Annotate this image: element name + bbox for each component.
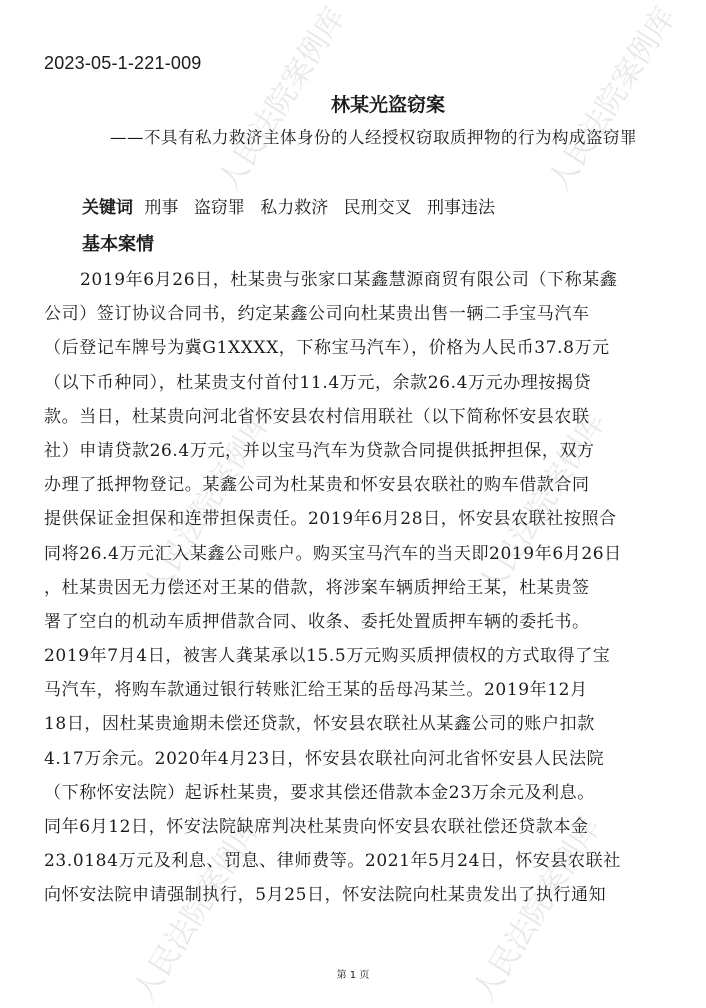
body-line: 同将26.4万元汇入某鑫公司账户。购买宝马汽车的当天即2019年6月26日	[44, 543, 622, 564]
keywords-label: 关键词	[82, 198, 133, 218]
watermark: 人民法院案例库	[211, 1, 353, 198]
body-line: 2019年6月26日，杜某贵与张家口某鑫慧源商贸有限公司（下称某鑫	[80, 270, 618, 290]
keyword: 私力救济	[260, 198, 329, 218]
body-line: 2019年7月4日，被害人龚某承以15.5万元购买质押债权的方式取得了宝	[44, 646, 611, 667]
keyword: 刑事	[144, 198, 179, 218]
body-line: （以下币种同），杜某贵支付首付11.4万元，余款26.4万元办理按揭贷	[44, 372, 592, 393]
body-line: 公司）签订协议合同书，约定某鑫公司向杜某贵出售一辆二手宝马汽车	[44, 304, 590, 325]
body-line: 4.17万余元。2020年4月23日，怀安县农联社向河北省怀安县人民法院	[44, 748, 605, 769]
watermark: 人民法院案例库	[466, 811, 608, 1008]
body-line: 马汽车，将购车款通过银行转账汇给王某的岳母冯某兰。2019年12月	[44, 680, 588, 701]
body-line: 社）申请贷款26.4万元，并以宝马汽车为贷款合同提供抵押担保，双方	[44, 440, 595, 461]
watermark: 人民法院案例库	[471, 406, 613, 603]
body-line: 办理了抵押物登记。某鑫公司为杜某贵和怀安县农联社的购车借款合同	[44, 475, 590, 496]
body-line: 23.0184万元及利息、罚息、律师费等。2021年5月24日，怀安县农联社	[44, 851, 621, 872]
body-line: （后登记车牌号为冀G1XXXX，下称宝马汽车），价格为人民币37.8万元	[44, 338, 610, 359]
body-line: 18日，因杜某贵逾期未偿还贷款，怀安县农联社从某鑫公司的账户扣款	[44, 714, 595, 735]
page-number: 第 1 页	[336, 970, 370, 981]
keyword: 盗窃罪	[193, 198, 245, 218]
case-body	[44, 263, 684, 913]
body-line: （下称怀安法院）起诉杜某贵，要求其偿还借款本金23万余元及利息。	[44, 782, 595, 803]
watermark: 人民法院案例库	[126, 811, 268, 1008]
body-line: 提供保证金担保和连带担保责任。2019年6月28日，怀安县农联社按照合	[44, 509, 617, 530]
section-heading: 基本案情	[82, 234, 154, 255]
page-title: 林某光盗窃案	[330, 94, 445, 116]
body-line: 向怀安法院申请强制执行，5月25日，怀安法院向杜某贵发出了执行通知	[44, 885, 607, 906]
keyword: 民刑交叉	[343, 198, 412, 218]
watermark: 人民法院案例库	[541, 1, 683, 198]
page-subtitle: ——不具有私力救济主体身份的人经授权窃取质押物的行为构成盗窃罪	[110, 128, 637, 147]
body-line: 同年6月12日，怀安法院缺席判决杜某贵向怀安县农联社偿还贷款本金	[44, 817, 589, 837]
body-line: 款。当日，杜某贵向河北省怀安县农村信用联社（以下简称怀安县农联	[44, 406, 590, 427]
keyword: 刑事违法	[427, 198, 496, 218]
watermark: 人民法院案例库	[136, 406, 278, 603]
body-line: ，杜某贵因无力偿还对王某的借款，将涉案车辆质押给王某，杜某贵签	[44, 577, 590, 598]
body-line: 署了空白的机动车质押借款合同、收条、委托处置质押车辆的委托书。	[44, 611, 590, 632]
document-id: 2023-05-1-221-009	[44, 53, 202, 73]
keywords-row	[82, 193, 505, 218]
